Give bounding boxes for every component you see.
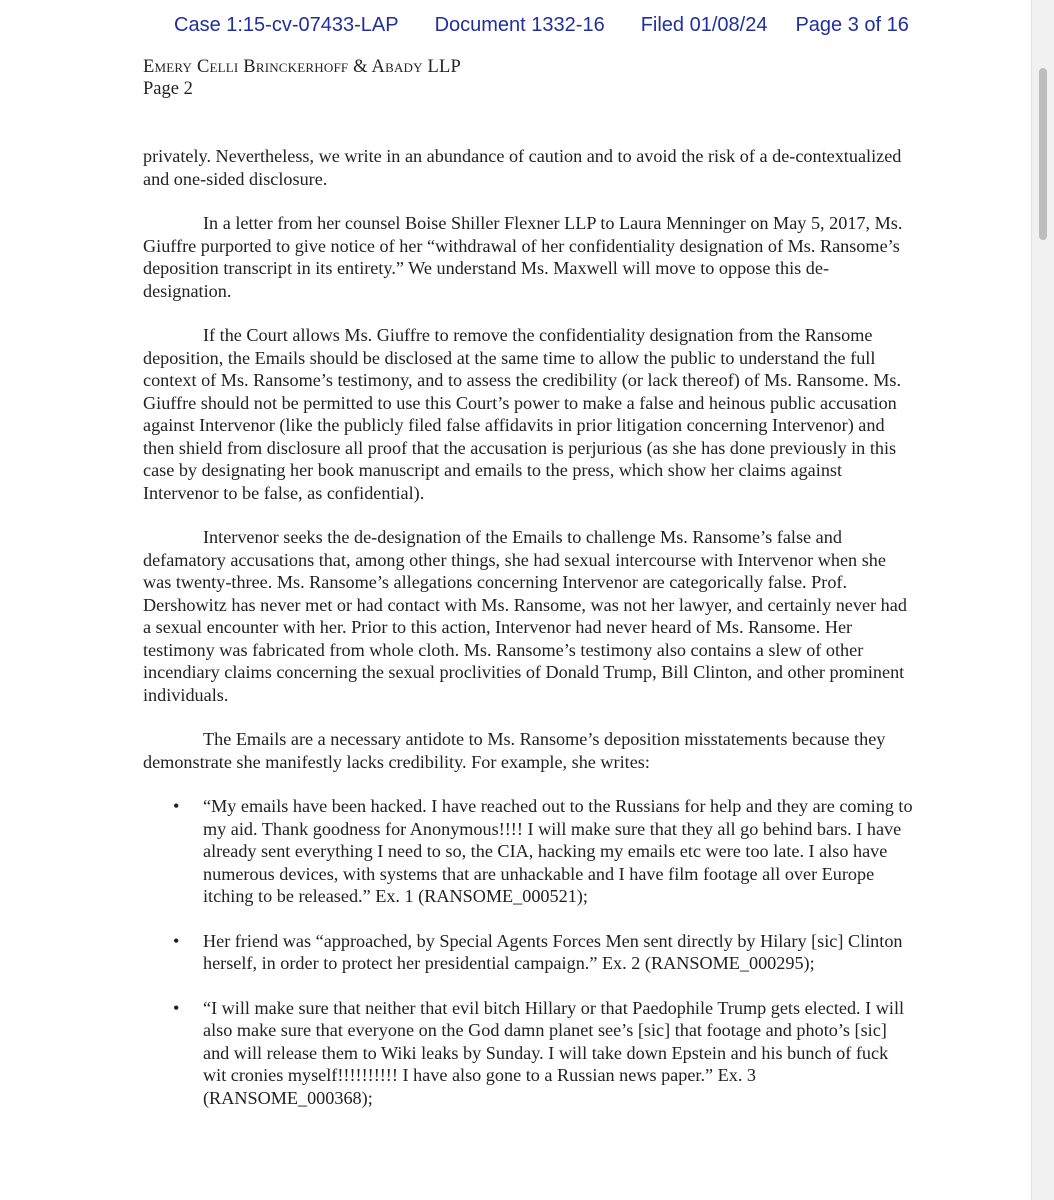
paragraph-continuation: privately. Nevertheless, we write in an abundance of caution and to avoid the risk of a de-contextualized and one-sided disclosure. xyxy=(143,146,902,189)
case-number: Case 1:15-cv-07433-LAP xyxy=(174,14,399,36)
email-quotes-list xyxy=(143,795,913,1109)
paragraph-letter-notice: In a letter from her counsel Boise Shiller Flexner LLP to Laura Menninger on May 5, 2017, Ms. Giuffre purported to give notice of her “withdrawal of her confidentiality designation of Ms. Ransome’s deposition transcript in its entirety.” We understand Ms. Maxwell will move to oppose this de-designation. xyxy=(143,213,903,301)
document-number: Document 1332-16 xyxy=(434,14,605,36)
page-label: Page 2 xyxy=(143,79,193,99)
filed-date: Filed 01/08/24 xyxy=(640,14,768,36)
paragraph-court-allows: If the Court allows Ms. Giuffre to remove the confidentiality designation from the Ransome deposition, the Emails should be disclosed at the same time to allow the public to understand the full context of Ms. Ransome’s testimony, and to assess the credibility (or lack thereof) of Ms. Ransome. Ms. Giuffre should not be permitted to use this Court’s power to make a false and heinous public accusation against Intervenor (like the publicly filed false affidavits in prior litigation concerning Intervenor) and then shield from disclosure all proof that the accusation is perjurious (as she has done previously in this case by designating her book manuscript and emails to the press, which show her claims against Intervenor to be false, as confidential). xyxy=(143,325,902,503)
scrollbar-thumb[interactable] xyxy=(1039,68,1047,240)
court-filing-stamp xyxy=(174,14,934,37)
letter-body xyxy=(143,145,913,1131)
list-item xyxy=(143,930,913,975)
quote-text: “I will make sure that neither that evil bitch Hillary or that Paedophile Trump gets elected. I will also make sure that everyone on the God damn planet see’s [sic] that footage and photo’s [sic] and will release them to Wiki leaks by Sunday. I will take down Epstein and his bunch of fuck wit cronies myself!!!!!!!!!! I have also gone to a Russian news paper.” Ex. 3 (RANSOME_000368); xyxy=(203,997,905,1108)
letterhead xyxy=(143,56,461,100)
page-count: Page 3 of 16 xyxy=(795,14,909,36)
vertical-scrollbar[interactable] xyxy=(1031,0,1054,1200)
bullet-icon: • xyxy=(173,930,180,951)
list-item xyxy=(143,795,913,908)
bullet-icon: • xyxy=(173,796,180,816)
firm-name: Emery Celli Brinckerhoff & Abady LLP xyxy=(143,57,462,77)
quote-text: Her friend was “approached, by Special Agents Forces Men sent directly by Hilary [sic] Clinton herself, in order to protect her presidential campaign.” Ex. 2 (RANSOME_000295); xyxy=(203,930,903,973)
list-item xyxy=(143,997,913,1110)
bullet-icon: • xyxy=(173,997,180,1018)
paragraph-emails-antidote: The Emails are a necessary antidote to Ms. Ransome’s deposition misstatements because they demonstrate she manifestly lacks credibility. For example, she writes: xyxy=(143,729,886,772)
quote-text: “My emails have been hacked. I have reached out to the Russians for help and they are coming to my aid. Thank goodness for Anonymous!!!! I will make sure that they all go behind bars. I have already sent everything I need to so, the CIA, hacking my emails etc were too late. I also have numerous devices, with systems that are unhackable and I have film footage all over Europe itching to be released.” Ex. 1 (RANSOME_000521); xyxy=(203,796,913,906)
paragraph-intervenor-seeks: Intervenor seeks the de-designation of the Emails to challenge Ms. Ransome’s false and defamatory accusations that, among other things, she had sexual intercourse with Intervenor when she was twenty-three. Ms. Ransome’s allegations concerning Intervenor are categorically false. Prof. Dershowitz has never met or had contact with Ms. Ransome, was not her lawyer, and certainly never had a sexual encounter with her. Prior to this action, Intervenor had never heard of Ms. Ransome. Her testimony was fabricated from whole cloth. Ms. Ransome’s testimony also contains a slew of other incendiary claims concerning the sexual proclivities of Donald Trump, Bill Clinton, and other prominent individuals. xyxy=(143,527,907,705)
